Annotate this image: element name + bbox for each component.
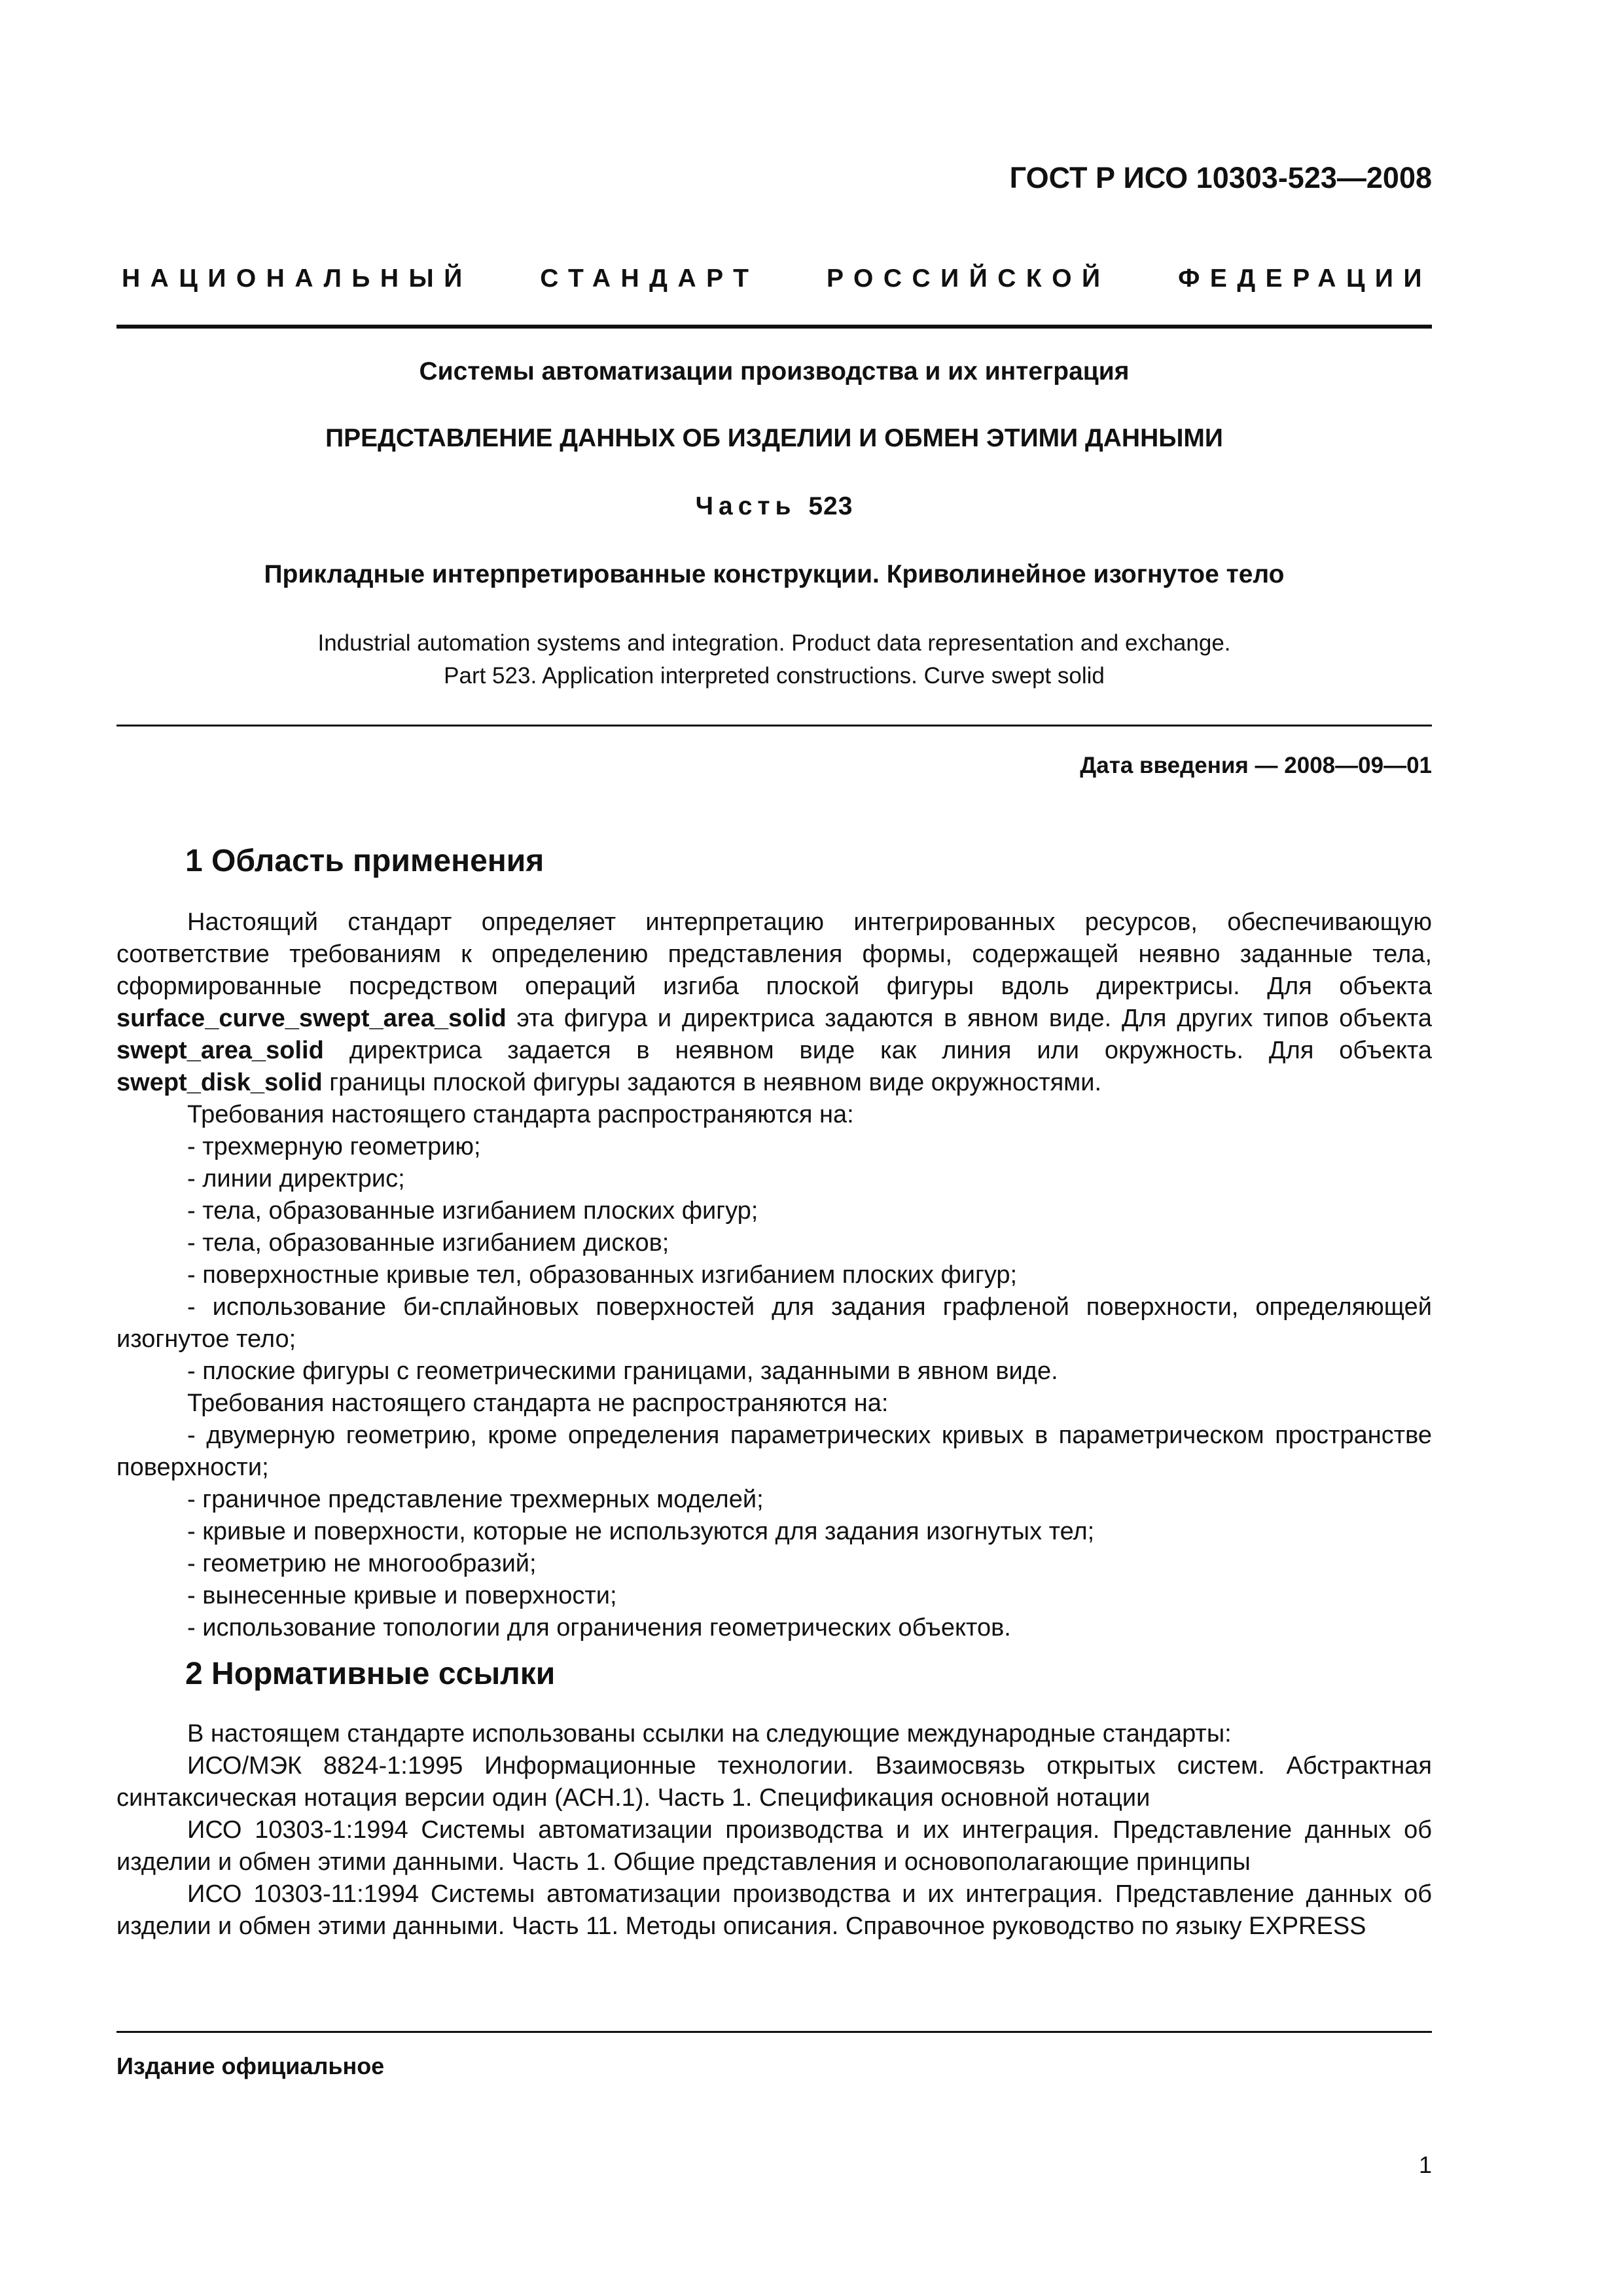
part-number: 523: [808, 492, 853, 520]
header-divider: [116, 325, 1432, 329]
introduction-date: Дата введения — 2008—09—01: [1080, 753, 1432, 778]
list-item: - кривые и поверхности, которые не используются для задания изогнутых тел;: [187, 1518, 1095, 1545]
list-item: - трехмерную геометрию;: [187, 1133, 481, 1160]
english-title-line: Part 523. Application interpreted constructions. Curve swept solid: [444, 663, 1105, 689]
edition-label: Издание официальное: [116, 2053, 385, 2079]
document-page: [116, 0, 1432, 2296]
reference-item: ИСО/МЭК 8824-1:1995 Информационные технологии. Взаимосвязь открытых систем. Абстрактная синтаксическая нотация версии один (АСН.1). Часть 1. Спецификация основной нотации: [116, 1752, 1432, 1812]
title-main: ПРЕДСТАВЛЕНИЕ ДАННЫХ ОБ ИЗДЕЛИИ И ОБМЕН ЭТИМИ ДАННЫМИ: [325, 424, 1223, 452]
list-item: - использование топологии для ограничения геометрических объектов.: [187, 1614, 1011, 1641]
entity-term: swept_disk_solid: [116, 1069, 323, 1096]
list-item: - плоские фигуры с геометрическими границами, заданными в явном виде.: [187, 1357, 1058, 1385]
section-heading: 2 Нормативные ссылки: [185, 1657, 556, 1691]
paragraph: Требования настоящего стандарта распространяются на:: [187, 1101, 854, 1128]
banner-word: СТАНДАРТ: [540, 264, 759, 293]
title-divider: [116, 725, 1432, 726]
list-item: - двумерную геометрию, кроме определения параметрических кривых в параметрическом пространстве поверхности;: [116, 1422, 1432, 1481]
part-word: Часть: [695, 492, 796, 520]
entity-term: swept_area_solid: [116, 1037, 324, 1064]
english-title-line: Industrial automation systems and integration. Product data representation and exchange.: [317, 630, 1231, 656]
banner-word: РОССИЙСКОЙ: [827, 264, 1111, 293]
list-item: - геометрию не многообразий;: [187, 1550, 537, 1577]
footer-divider: [116, 2031, 1432, 2033]
entity-term: surface_curve_swept_area_solid: [116, 1005, 507, 1032]
page-number: 1: [1418, 2151, 1432, 2178]
national-standard-banner: [122, 264, 1432, 293]
list-item: - вынесенные кривые и поверхности;: [187, 1582, 617, 1609]
paragraph: В настоящем стандарте использованы ссылки на следующие международные стандарты:: [187, 1720, 1232, 1748]
list-item: - линии директрис;: [187, 1165, 405, 1193]
title-subject: Прикладные интерпретированные конструкции. Криволинейное изогнутое тело: [264, 560, 1285, 588]
reference-item: ИСО 10303-11:1994 Системы автоматизации производства и их интеграция. Представление данных об изделии и обмен этими данными. Часть 11. Методы описания. Справочное руководство по языку EXPRESS: [116, 1880, 1432, 1940]
section-heading: 1 Область применения: [185, 844, 544, 878]
reference-item: ИСО 10303-1:1994 Системы автоматизации производства и их интеграция. Представление данных об изделии и обмен этими данными. Часть 1. Общие представления и основополагающие принципы: [116, 1816, 1432, 1876]
banner-word: ФЕДЕРАЦИИ: [1178, 264, 1432, 293]
standard-code: ГОСТ Р ИСО 10303-523—2008: [1009, 161, 1432, 194]
title-english: [116, 627, 1432, 692]
section-body: [116, 906, 1432, 1644]
list-item: - использование би-сплайновых поверхностей для задания графленой поверхности, определяющей изогнутое тело;: [116, 1293, 1432, 1353]
banner-word: НАЦИОНАЛЬНЫЙ: [122, 264, 473, 293]
title-part: [116, 492, 1432, 521]
list-item: - граничное представление трехмерных моделей;: [187, 1486, 764, 1513]
paragraph: Требования настоящего стандарта не распространяются на:: [187, 1390, 889, 1417]
list-item: - поверхностные кривые тел, образованных изгибанием плоских фигур;: [187, 1261, 1018, 1289]
section-body: [116, 1718, 1432, 1943]
paragraph: Настоящий стандарт определяет интерпретацию интегрированных ресурсов, обеспечивающую соответствие требованиям к определению представления формы, содержащей неявно заданные тела, сформированные посредством операций изгиба плоской фигуры вдоль директрисы. Для объекта surface_curve_swept_area_solid эта фигура и директриса задаются в явном виде. Для других типов объекта swept_area_solid директриса задается в неявном виде как линия или окружность. Для объекта swept_disk_solid границы плоской фигуры задаются в неявном виде окружностями.: [116, 908, 1432, 1096]
list-item: - тела, образованные изгибанием дисков;: [187, 1229, 669, 1257]
title-series: Системы автоматизации производства и их интеграция: [419, 357, 1130, 386]
list-item: - тела, образованные изгибанием плоских фигур;: [187, 1197, 758, 1225]
